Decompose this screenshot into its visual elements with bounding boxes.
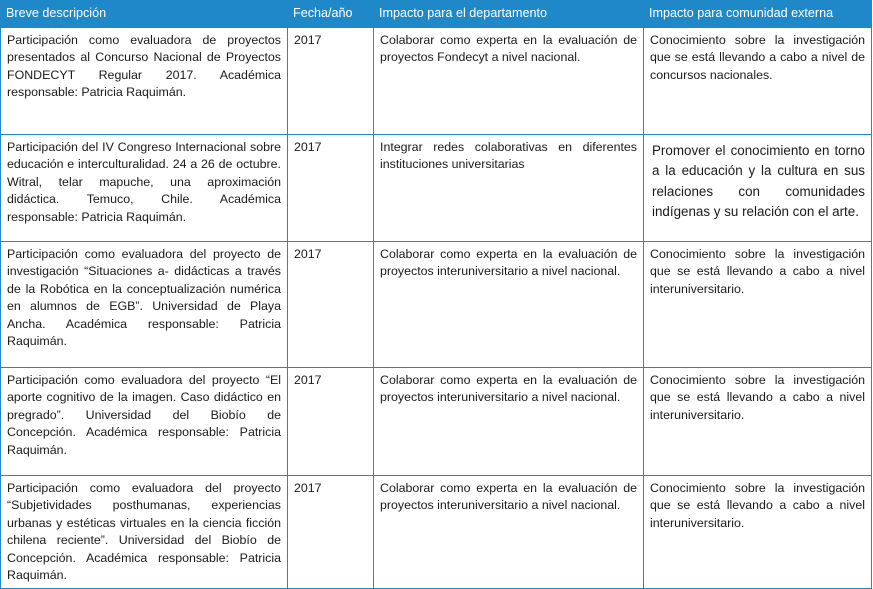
cell-descripcion: Participación como evaluadora de proyectos presentados al Concurso Nacional de Proyectos FONDECYT Regular 2017. Académica responsable: Patricia Raquimán. — [1, 28, 288, 135]
cell-impacto-comunidad: Promover el conocimiento en torno a la educación y la cultura en sus relaciones con comunidades indígenas y su relación con el arte. — [644, 135, 872, 242]
header-descripcion: Breve descripción — [1, 1, 288, 28]
table-row — [1, 242, 872, 368]
cell-descripcion: Participación del IV Congreso Internacional sobre educación e interculturalidad. 24 a 26 de octubre. Witral, telar mapuche, una aproximación didáctica. Temuco, Chile. Académica responsable: Patricia Raquimán. — [1, 135, 288, 242]
cell-descripcion: Participación como evaluadora del proyecto “El aporte cognitivo de la imagen. Caso didáctico en pregrado”. Universidad del Biobío de Concepción. Académica responsable: Patricia Raquimán. — [1, 368, 288, 476]
cell-descripcion: Participación como evaluadora del proyecto de investigación “Situaciones a- didácticas a través de la Robótica en la conceptualización numérica en alumnos de EGB”. Universidad de Playa Ancha. Académica responsable: Patricia Raquimán. — [1, 242, 288, 368]
table-row — [1, 476, 872, 589]
cell-impacto-comunidad: Conocimiento sobre la investigación que se está llevando a cabo a nivel interuniversitario. — [644, 242, 872, 368]
cell-fecha: 2017 — [288, 368, 374, 476]
cell-impacto-departamento: Colaborar como experta en la evaluación de proyectos interuniversitario a nivel nacional. — [374, 476, 644, 589]
table-header — [1, 1, 872, 28]
cell-impacto-comunidad: Conocimiento sobre la investigación que se está llevando a cabo a nivel interuniversitario. — [644, 368, 872, 476]
cell-impacto-departamento: Integrar redes colaborativas en diferentes instituciones universitarias — [374, 135, 644, 242]
header-impacto-departamento: Impacto para el departamento — [374, 1, 644, 28]
table-row — [1, 135, 872, 242]
cell-fecha: 2017 — [288, 28, 374, 135]
cell-impacto-comunidad: Conocimiento sobre la investigación que se está llevando a cabo a nivel de concursos nacionales. — [644, 28, 872, 135]
header-fecha: Fecha/año — [288, 1, 374, 28]
table-body — [1, 28, 872, 589]
table-row — [1, 368, 872, 476]
cell-impacto-departamento: Colaborar como experta en la evaluación de proyectos interuniversitario a nivel nacional. — [374, 368, 644, 476]
cell-impacto-departamento: Colaborar como experta en la evaluación de proyectos interuniversitario a nivel nacional. — [374, 242, 644, 368]
cell-impacto-departamento: Colaborar como experta en la evaluación de proyectos Fondecyt a nivel nacional. — [374, 28, 644, 135]
cell-descripcion: Participación como evaluadora del proyecto “Subjetividades posthumanas, experiencias urbanas y estéticas virtuales en la ciencia ficción chilena reciente”. Universidad del Biobío de Concepción. Académica responsable: Patricia Raquimán. — [1, 476, 288, 589]
cell-fecha: 2017 — [288, 135, 374, 242]
cell-impacto-comunidad: Conocimiento sobre la investigación que se está llevando a cabo a nivel interuniversitario. — [644, 476, 872, 589]
cell-fecha: 2017 — [288, 476, 374, 589]
header-row — [1, 1, 872, 28]
header-impacto-comunidad: Impacto para comunidad externa — [644, 1, 872, 28]
table-row — [1, 28, 872, 135]
cell-fecha: 2017 — [288, 242, 374, 368]
